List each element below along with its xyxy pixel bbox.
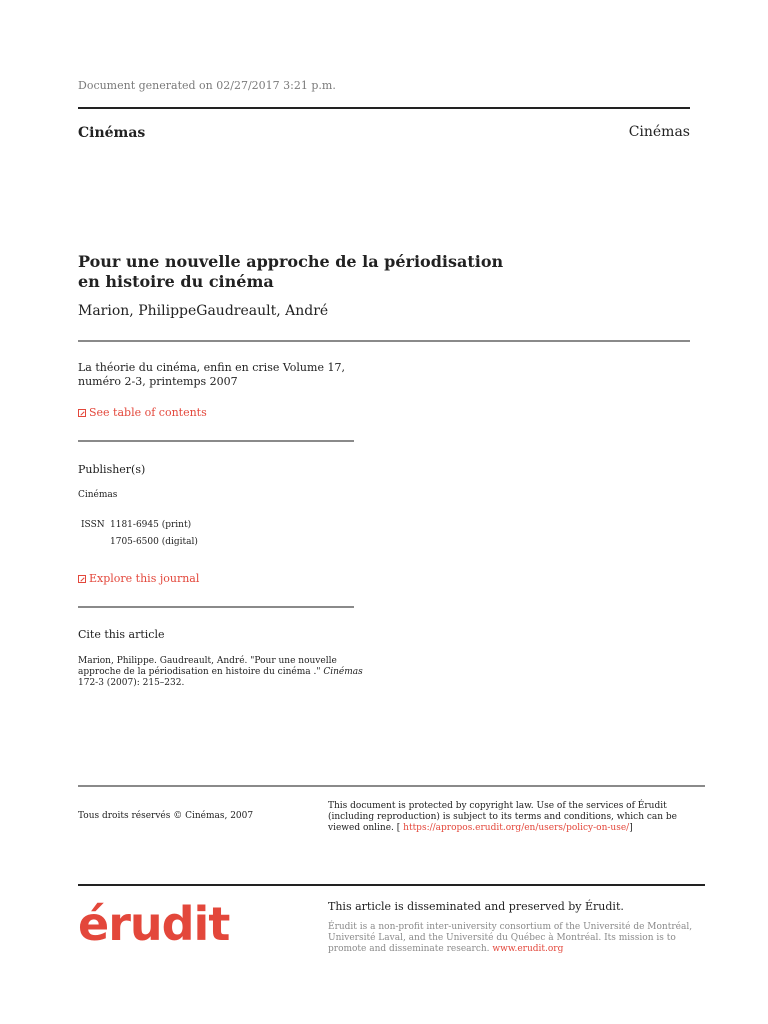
- footer-thick-divider: [78, 884, 705, 886]
- cite-heading: Cite this article: [78, 628, 165, 641]
- citation-end: 172-3 (2007): 215–232.: [78, 678, 185, 688]
- journal-name-right: Cinémas: [628, 124, 690, 140]
- external-link-icon: [78, 409, 86, 417]
- publisher-name: Cinémas: [78, 490, 118, 500]
- citation-main: Marion, Philippe. Gaudreault, André. "Pour une nouvelle approche de la périodisation en histoire du cinéma .": [78, 656, 337, 677]
- description-text: Érudit is a non-profit inter-university consortium of the Université de Montréal, Université Laval, and the Université du Québec à Montréal. Its mission is to promote and disseminate research.: [328, 922, 693, 954]
- explore-link-label: Explore this journal: [89, 572, 200, 585]
- publisher-heading: Publisher(s): [78, 463, 146, 476]
- erudit-description: [328, 922, 698, 955]
- rights-text: Tous droits réservés © Cinémas, 2007: [78, 811, 254, 821]
- footer-divider: [78, 785, 705, 787]
- citation-text: [78, 656, 368, 689]
- copyright-text: This document is protected by copyright law. Use of the services of Érudit (including reproduction) is subject to its terms and conditions, which can be viewed online. [: [328, 801, 678, 833]
- external-link-icon: [78, 575, 86, 583]
- article-authors: Marion, PhilippeGaudreault, André: [78, 303, 329, 319]
- copyright-close: ]: [629, 823, 633, 833]
- title-divider: [78, 340, 690, 342]
- toc-link-label: See table of contents: [89, 406, 207, 419]
- issn-digital: 1705-6500 (digital): [110, 537, 198, 547]
- erudit-link[interactable]: www.erudit.org: [492, 944, 564, 954]
- explore-journal-link[interactable]: [78, 572, 199, 585]
- issn-label: ISSN: [81, 520, 105, 530]
- section-divider: [78, 440, 354, 442]
- journal-name: Cinémas: [78, 125, 146, 141]
- article-title: Pour une nouvelle approche de la périodisation en histoire du cinéma: [78, 252, 504, 291]
- top-divider: [78, 107, 690, 109]
- policy-link[interactable]: https://apropos.erudit.org/en/users/policy-on-use/: [403, 823, 630, 833]
- toc-link[interactable]: [78, 406, 207, 419]
- disseminated-text: This article is disseminated and preserved by Érudit.: [328, 900, 624, 913]
- section-divider: [78, 606, 354, 608]
- citation-journal: Cinémas: [323, 667, 363, 677]
- erudit-logo: érudit: [78, 897, 230, 951]
- issue-info: La théorie du cinéma, enfin en crise Volume 17, numéro 2-3, printemps 2007: [78, 361, 345, 388]
- generated-date: Document generated on 02/27/2017 3:21 p.m.: [78, 79, 336, 92]
- issn-print: 1181-6945 (print): [110, 520, 192, 530]
- copyright-notice: [328, 801, 698, 834]
